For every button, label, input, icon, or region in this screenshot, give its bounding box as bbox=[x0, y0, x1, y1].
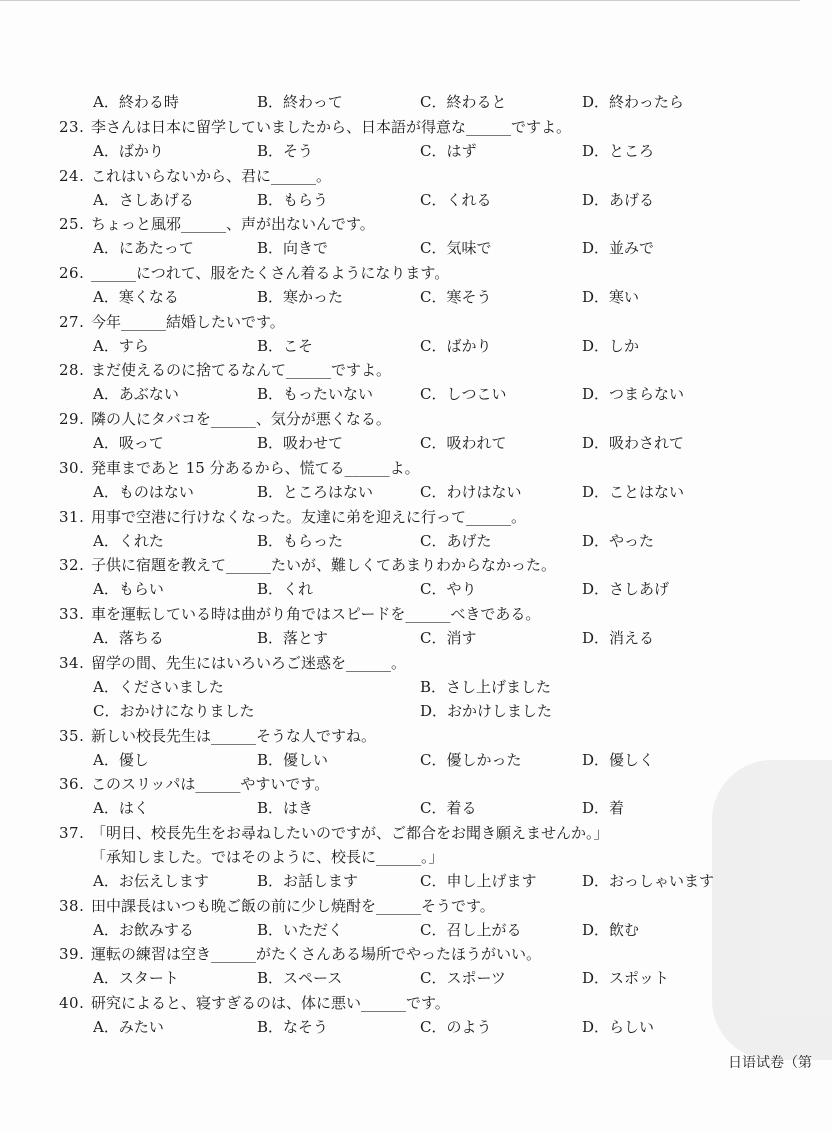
option-c[interactable]: C．しつこい bbox=[420, 385, 507, 403]
question-number: 38. bbox=[59, 897, 85, 915]
question-31 bbox=[0, 505, 800, 529]
option-a[interactable]: A．吸って bbox=[93, 434, 164, 452]
question-number: 34. bbox=[59, 654, 85, 672]
option-a[interactable]: A．落ちる bbox=[93, 629, 164, 647]
question-text: 研究によると、寝すぎるのは、体に悪い______です。 bbox=[91, 994, 450, 1012]
option-b[interactable]: B．スペース bbox=[257, 969, 343, 987]
question-number: 36. bbox=[59, 775, 85, 793]
option-a[interactable]: A．終わる時 bbox=[93, 93, 179, 111]
question-26 bbox=[0, 261, 800, 285]
option-c[interactable]: C．くれる bbox=[420, 191, 492, 209]
question-24 bbox=[0, 164, 800, 188]
option-b[interactable]: B．吸わせて bbox=[257, 434, 344, 452]
option-a[interactable]: A．優し bbox=[93, 751, 149, 769]
option-b[interactable]: B．さし上げました bbox=[420, 678, 552, 696]
option-d[interactable]: D．並みで bbox=[582, 239, 655, 257]
options-32 bbox=[0, 577, 800, 601]
options-37 bbox=[0, 869, 800, 893]
question-33 bbox=[0, 602, 800, 626]
option-b[interactable]: B．もらう bbox=[257, 191, 329, 209]
question-number: 23. bbox=[59, 118, 85, 136]
options-34-row1 bbox=[0, 675, 800, 699]
option-c[interactable]: C．着る bbox=[420, 799, 477, 817]
option-c[interactable]: C．のよう bbox=[420, 1018, 492, 1036]
option-b[interactable]: B．終わって bbox=[257, 93, 343, 111]
option-a[interactable]: A．もらい bbox=[93, 580, 164, 598]
option-a[interactable]: A．すら bbox=[93, 337, 149, 355]
question-number: 27. bbox=[59, 313, 85, 331]
option-c[interactable]: C．スポーツ bbox=[420, 969, 506, 987]
question-number: 31. bbox=[59, 508, 85, 526]
question-23 bbox=[0, 115, 800, 139]
question-25 bbox=[0, 212, 800, 236]
option-d[interactable]: D．おかけしました bbox=[420, 702, 553, 720]
question-38 bbox=[0, 894, 800, 918]
option-a[interactable]: A．スタート bbox=[93, 969, 179, 987]
question-text: 運転の練習は空き______がたくさんある場所でやったほうがいい。 bbox=[91, 945, 542, 963]
options-23 bbox=[0, 139, 800, 163]
option-c[interactable]: C．わけはない bbox=[420, 483, 522, 501]
question-28 bbox=[0, 358, 800, 382]
question-30 bbox=[0, 456, 800, 480]
option-d[interactable]: D．ことはない bbox=[582, 483, 685, 501]
option-d[interactable]: D．らしい bbox=[582, 1018, 655, 1036]
option-b[interactable]: B．もったいない bbox=[257, 385, 374, 403]
question-number: 29. bbox=[59, 410, 85, 428]
question-text: ちょっと風邪______、声が出ないんです。 bbox=[91, 215, 375, 233]
options-34-row2 bbox=[0, 699, 800, 723]
option-b[interactable]: B．なそう bbox=[257, 1018, 329, 1036]
question-text: 李さんは日本に留学していましたから、日本語が得意な______ですよ。 bbox=[91, 118, 572, 136]
options-35 bbox=[0, 748, 800, 772]
question-text: 「明日、校長先生をお尋ねしたいのですが、ご都合をお聞き願えませんか。」 bbox=[91, 824, 609, 842]
question-text: 隣の人にタバコを______、気分が悪くなる。 bbox=[91, 410, 391, 428]
option-d[interactable]: D．つまらない bbox=[582, 385, 685, 403]
options-36 bbox=[0, 796, 800, 820]
option-b[interactable]: B．はき bbox=[257, 799, 314, 817]
option-d[interactable]: D．終わったら bbox=[582, 93, 684, 111]
option-a[interactable]: A．お伝えします bbox=[93, 872, 209, 890]
option-b[interactable]: B．落とす bbox=[257, 629, 329, 647]
question-number: 40. bbox=[59, 994, 85, 1012]
option-a[interactable]: A．さしあげる bbox=[93, 191, 194, 209]
question-text-2: 「承知しました。ではそのように、校長に______。」 bbox=[91, 848, 444, 866]
question-number: 32. bbox=[59, 556, 85, 574]
option-b[interactable]: B．くれ bbox=[257, 580, 314, 598]
options-27 bbox=[0, 334, 800, 358]
option-a[interactable]: A．くださいました bbox=[93, 678, 224, 696]
options-29 bbox=[0, 431, 800, 455]
option-a[interactable]: A．ばかり bbox=[93, 142, 164, 160]
option-c[interactable]: C．消す bbox=[420, 629, 477, 647]
option-d[interactable]: D．スポット bbox=[582, 969, 670, 987]
options-30 bbox=[0, 480, 800, 504]
option-a[interactable]: A．寒くなる bbox=[93, 288, 179, 306]
question-number: 35. bbox=[59, 727, 85, 745]
option-c[interactable]: C．寒そう bbox=[420, 288, 492, 306]
options-40 bbox=[0, 1015, 800, 1039]
question-text: 車を運転している時は曲がり角ではスピードを______べきである。 bbox=[91, 605, 541, 623]
option-c[interactable]: C．吸われて bbox=[420, 434, 507, 452]
question-text: 用事で空港に行けなくなった。友達に弟を迎えに行って______。 bbox=[91, 508, 527, 526]
option-b[interactable]: B．優しい bbox=[257, 751, 329, 769]
question-number: 39. bbox=[59, 945, 85, 963]
option-d[interactable]: D．やった bbox=[582, 532, 655, 550]
option-c[interactable]: C．終わると bbox=[420, 93, 507, 111]
option-b[interactable]: B．そう bbox=[257, 142, 314, 160]
question-40 bbox=[0, 991, 800, 1015]
question-text: これはいらないから、君に______。 bbox=[91, 167, 332, 185]
option-d[interactable]: D．優しく bbox=[582, 751, 655, 769]
question-34 bbox=[0, 651, 800, 675]
question-text: 新しい校長先生は______そうな人ですね。 bbox=[91, 727, 377, 745]
page-footer: 日语试卷（第 bbox=[728, 1055, 812, 1071]
question-37-line2 bbox=[0, 845, 800, 869]
option-b[interactable]: B．お話します bbox=[257, 872, 359, 890]
option-d[interactable]: D．あげる bbox=[582, 191, 655, 209]
options-28 bbox=[0, 382, 800, 406]
option-c[interactable]: C．やり bbox=[420, 580, 477, 598]
question-number: 28. bbox=[59, 361, 85, 379]
option-d[interactable]: D．ところ bbox=[582, 142, 655, 160]
question-number: 25. bbox=[59, 215, 85, 233]
question-text: まだ使えるのに捨てるなんて______ですよ。 bbox=[91, 361, 392, 379]
option-a[interactable]: A．ものはない bbox=[93, 483, 194, 501]
options-25 bbox=[0, 236, 800, 260]
question-32 bbox=[0, 553, 800, 577]
question-number: 26. bbox=[59, 264, 85, 282]
option-a[interactable]: A．お飲みする bbox=[93, 921, 194, 939]
question-39 bbox=[0, 942, 800, 966]
option-a[interactable]: A．はく bbox=[93, 799, 149, 817]
options-39 bbox=[0, 966, 800, 990]
option-c[interactable]: C．召し上がる bbox=[420, 921, 522, 939]
question-text: 今年______結婚したいです。 bbox=[91, 313, 285, 331]
question-text: このスリッパは______やすいです。 bbox=[91, 775, 330, 793]
option-a[interactable]: A．くれた bbox=[93, 532, 164, 550]
option-b[interactable]: B．いただく bbox=[257, 921, 344, 939]
option-d[interactable]: D．着 bbox=[582, 799, 625, 817]
question-number: 24. bbox=[59, 167, 85, 185]
question-text: 留学の間、先生にはいろいろご迷惑を______。 bbox=[91, 654, 407, 672]
question-text: ______につれて、服をたくさん着るようになります。 bbox=[91, 264, 450, 282]
options-24 bbox=[0, 188, 800, 212]
options-38 bbox=[0, 918, 800, 942]
option-c[interactable]: C．気味で bbox=[420, 239, 492, 257]
option-a[interactable]: A．あぶない bbox=[93, 385, 179, 403]
question-35 bbox=[0, 724, 800, 748]
question-36 bbox=[0, 772, 800, 796]
option-a[interactable]: A．にあたって bbox=[93, 239, 194, 257]
question-37 bbox=[0, 821, 800, 845]
options-26 bbox=[0, 285, 800, 309]
option-b[interactable]: B．こそ bbox=[257, 337, 314, 355]
option-d[interactable]: D．しか bbox=[582, 337, 640, 355]
option-a[interactable]: A．みたい bbox=[93, 1018, 164, 1036]
option-b[interactable]: B．ところはない bbox=[257, 483, 374, 501]
question-text: 田中課長はいつも晩ご飯の前に少し焼酎を______そうです。 bbox=[91, 897, 495, 915]
lead-options-row bbox=[0, 90, 800, 114]
option-c[interactable]: C．おかけになりました bbox=[93, 702, 255, 720]
option-d[interactable]: D．飲む bbox=[582, 921, 640, 939]
question-number: 37. bbox=[59, 824, 85, 842]
question-text: 発車まであと 15 分あるから、慌てる______よ。 bbox=[91, 459, 420, 477]
option-d[interactable]: D．吸わされて bbox=[582, 434, 685, 452]
option-b[interactable]: B．もらった bbox=[257, 532, 344, 550]
option-c[interactable]: C．ばかり bbox=[420, 337, 492, 355]
option-d[interactable]: D．消える bbox=[582, 629, 655, 647]
option-c[interactable]: C．はず bbox=[420, 142, 477, 160]
question-27 bbox=[0, 310, 800, 334]
option-c[interactable]: C．優しかった bbox=[420, 751, 522, 769]
option-b[interactable]: B．向きで bbox=[257, 239, 329, 257]
question-number: 33. bbox=[59, 605, 85, 623]
option-d[interactable]: D．さしあげ bbox=[582, 580, 670, 598]
option-d[interactable]: D．おっしゃいます bbox=[582, 872, 715, 890]
question-29 bbox=[0, 407, 800, 431]
options-33 bbox=[0, 626, 800, 650]
option-d[interactable]: D．寒い bbox=[582, 288, 640, 306]
option-c[interactable]: C．申し上げます bbox=[420, 872, 537, 890]
question-text: 子供に宿題を教えて______たいが、難しくてあまりわからなかった。 bbox=[91, 556, 557, 574]
question-number: 30. bbox=[59, 459, 85, 477]
page-edge bbox=[0, 0, 800, 1]
option-b[interactable]: B．寒かった bbox=[257, 288, 344, 306]
options-31 bbox=[0, 529, 800, 553]
option-c[interactable]: C．あげた bbox=[420, 532, 492, 550]
